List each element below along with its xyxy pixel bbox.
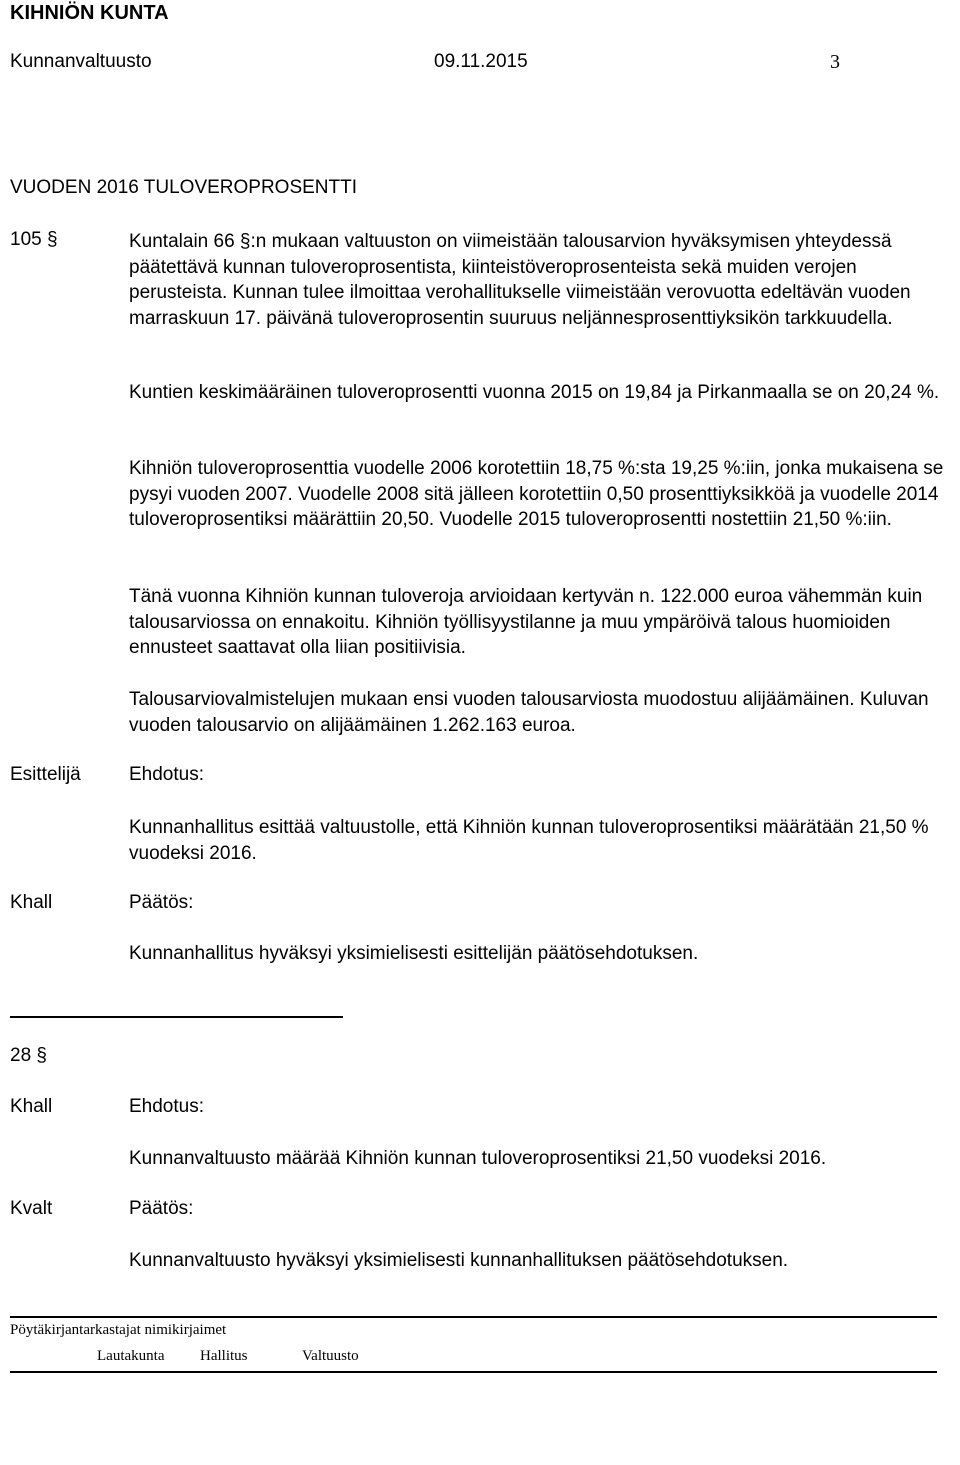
section2-board-label: Khall [10, 1096, 53, 1117]
paragraph-budget-deficit [129, 687, 955, 738]
footer-col-council: Valtuusto [302, 1348, 359, 1364]
section2-decision-label: Päätös: [129, 1198, 194, 1219]
proposal-label: Ehdotus: [129, 764, 204, 785]
footer-divider [10, 1316, 937, 1318]
decision-label: Päätös: [129, 892, 194, 913]
section-number: 105 § [10, 229, 58, 250]
organization-name: KIHNIÖN KUNTA [10, 2, 169, 24]
board-label: Khall [10, 892, 53, 913]
presenter-label: Esittelijä [10, 764, 81, 785]
section2-number: 28 § [10, 1045, 47, 1066]
paragraph-text: Kuntien keskimääräinen tuloveroprosentti vuonna 2015 on 19,84 ja Pirkanmaalla se on 20,24 %. [129, 382, 940, 403]
proposal-text [129, 815, 955, 866]
paragraph-legal-basis [129, 229, 955, 331]
section-title: VUODEN 2016 TULOVEROPROSENTTI [10, 177, 358, 198]
footer-bottom-divider [10, 1371, 937, 1373]
paragraph-tax-forecast [129, 584, 955, 661]
page-number: 3 [830, 51, 840, 73]
paragraph-text: Kuntalain 66 §:n mukaan valtuuston on viimeistään talousarvion hyväksymisen yhteydessä päätettävä kunnan tuloveroprosentista, kiinteistöveroprosenteista sekä muiden verojen perusteista. Kunnan tulee ilmoittaa verohallitukselle viimeistään verovuotta edeltävän vuoden marraskuun 17. päivänä tuloveroprosentin suuruus neljännesprosenttiyksikön tarkkuudella. [129, 231, 911, 329]
section2-council-label: Kvalt [10, 1198, 53, 1219]
footer-title: Pöytäkirjantarkastajat nimikirjaimet [10, 1322, 227, 1338]
section2-proposal-label: Ehdotus: [129, 1096, 204, 1117]
decision-text: Kunnanhallitus hyväksyi yksimielisesti esittelijän päätösehdotuksen. [129, 943, 699, 964]
paragraph-text: Kunnanhallitus esittää valtuustolle, että Kihniön kunnan tuloveroprosentiksi määrätään 21,50 % vuodeksi 2016. [129, 817, 929, 864]
meeting-date: 09.11.2015 [434, 51, 528, 72]
paragraph-average-rate [129, 380, 955, 406]
paragraph-text: Kihniön tuloveroprosenttia vuodelle 2006 korotettiin 18,75 %:sta 19,25 %:iin, jonka mukaisena se pysyi vuoden 2007. Vuodelle 2008 sitä jälleen korotettiin 0,50 prosenttiyksikköä ja vuodelle 2014 tuloveroprosentiksi määrättiin 20,50. Vuodelle 2015 tuloveroprosentti nostettiin 21,50 %:iin. [129, 458, 944, 530]
meeting-body: Kunnanvaltuusto [10, 51, 152, 72]
paragraph-text: Tänä vuonna Kihniön kunnan tuloveroja arvioidaan kertyvän n. 122.000 euroa vähemmän kuin talousarviossa on ennakoitu. Kihniön työllisyystilanne ja muu ympäröivä talous huomioiden ennusteet saattavat olla liian positiivisia. [129, 586, 923, 658]
footer-col-board: Lautakunta [97, 1348, 165, 1364]
section2-proposal-text: Kunnanvaltuusto määrää Kihniön kunnan tuloveroprosentiksi 21,50 vuodeksi 2016. [129, 1148, 827, 1169]
section2-decision-text: Kunnanvaltuusto hyväksyi yksimielisesti kunnanhallituksen päätösehdotuksen. [129, 1250, 789, 1271]
section-divider [10, 1016, 343, 1018]
footer-col-government: Hallitus [200, 1348, 248, 1364]
paragraph-rate-history [129, 456, 955, 533]
paragraph-text: Talousarviovalmistelujen mukaan ensi vuoden talousarviosta muodostuu alijäämäinen. Kuluvan vuoden talousarvio on alijäämäinen 1.262.163 euroa. [129, 689, 929, 736]
